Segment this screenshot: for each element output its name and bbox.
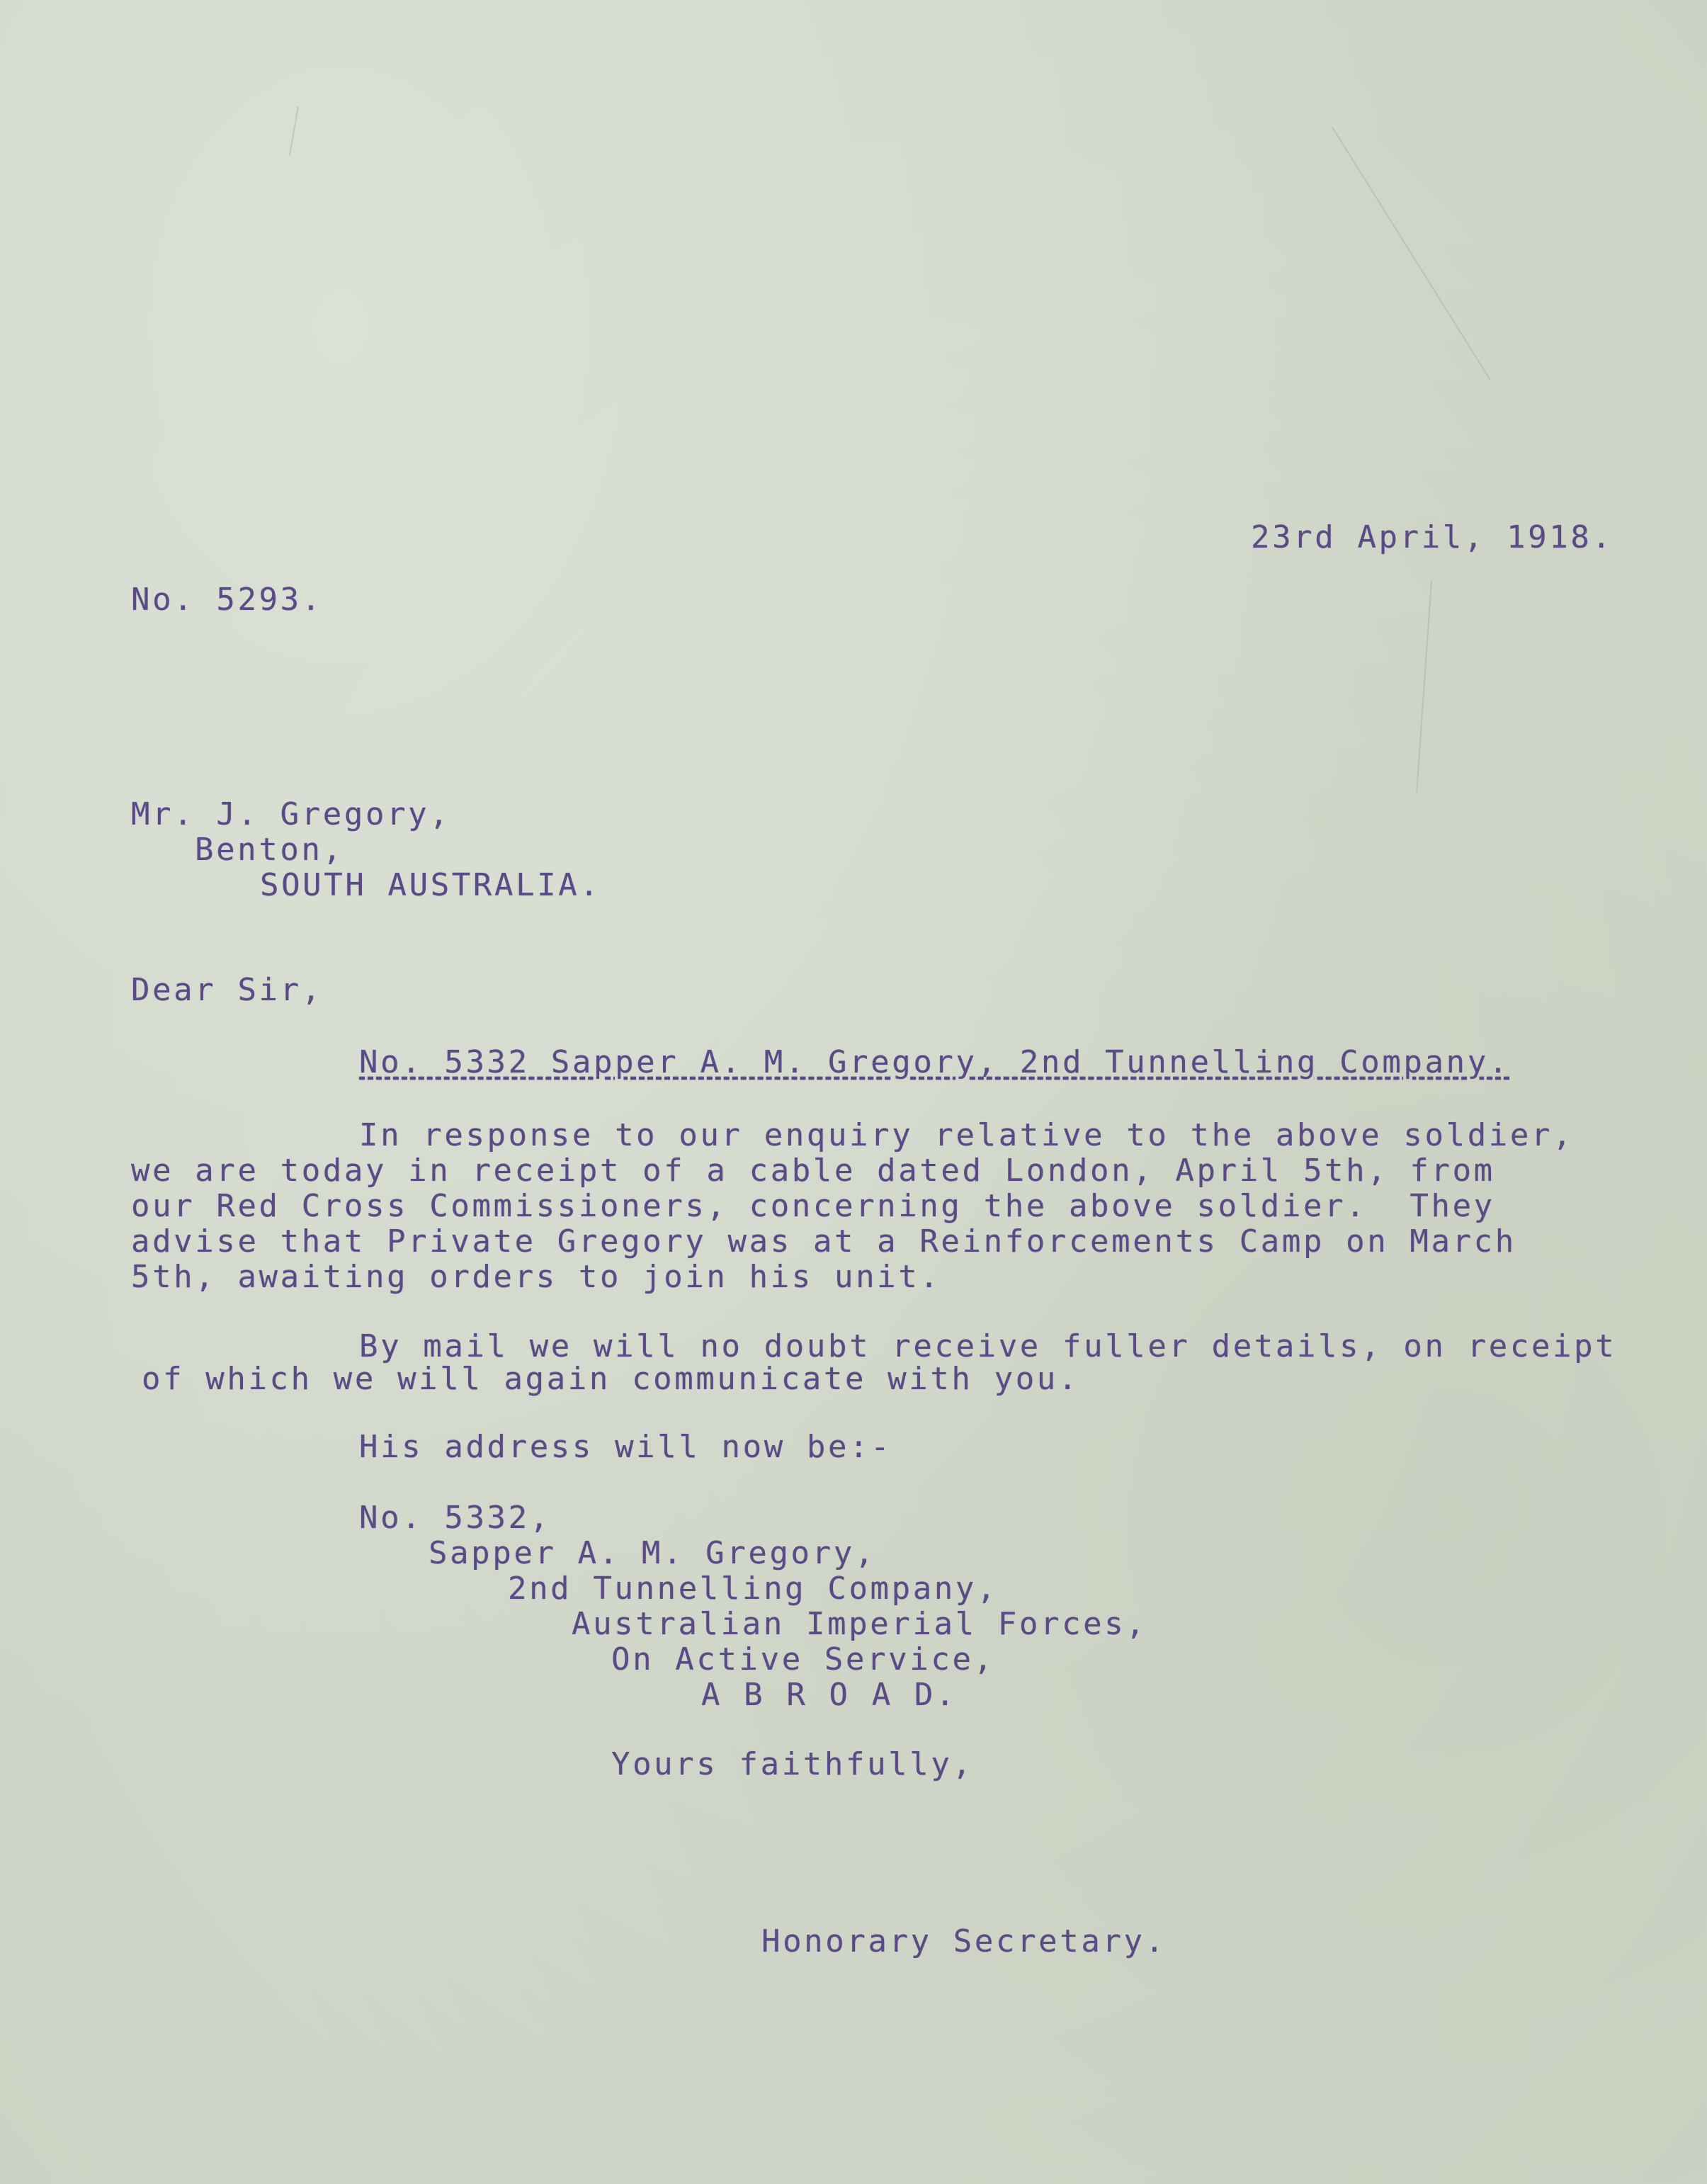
paragraph-line: 5th, awaiting orders to join his unit. bbox=[131, 1259, 941, 1295]
paragraph-line: advise that Private Gregory was at a Reinforcements Camp on March bbox=[131, 1223, 1516, 1260]
letter-date: 23rd April, 1918. bbox=[1251, 519, 1614, 555]
address-line: 2nd Tunnelling Company, bbox=[508, 1571, 999, 1607]
paragraph-line: In response to our enquiry relative to the above soldier, bbox=[359, 1117, 1575, 1153]
subject-line: No. 5332 Sapper A. M. Gregory, 2nd Tunnelling Company. bbox=[359, 1044, 1510, 1080]
address-line: Sapper A. M. Gregory, bbox=[429, 1535, 876, 1571]
paragraph-line: our Red Cross Commissioners, concerning the above soldier. They bbox=[131, 1188, 1495, 1224]
paragraph-line: we are today in receipt of a cable dated London, April 5th, from bbox=[131, 1153, 1495, 1189]
closing: Yours faithfully, bbox=[611, 1746, 974, 1782]
address-line: A B R O A D. bbox=[701, 1677, 958, 1713]
paper-crease bbox=[289, 106, 299, 155]
recipient-name: Mr. J. Gregory, bbox=[131, 796, 451, 832]
paper-crease bbox=[1332, 127, 1490, 380]
paper-crease bbox=[1416, 581, 1432, 793]
paragraph-line: By mail we will no doubt receive fuller details, on receipt bbox=[359, 1328, 1617, 1364]
address-intro: His address will now be:- bbox=[359, 1429, 892, 1465]
address-line: Australian Imperial Forces, bbox=[572, 1606, 1147, 1642]
address-line: On Active Service, bbox=[611, 1641, 995, 1677]
recipient-state: SOUTH AUSTRALIA. bbox=[260, 867, 601, 903]
signatory-title: Honorary Secretary. bbox=[761, 1923, 1167, 1959]
recipient-town: Benton, bbox=[195, 832, 344, 868]
reference-number: No. 5293. bbox=[131, 582, 323, 618]
address-line: No. 5332, bbox=[359, 1500, 551, 1536]
paragraph-line: of which we will again communicate with you. bbox=[142, 1361, 1079, 1397]
salutation: Dear Sir, bbox=[131, 972, 323, 1008]
